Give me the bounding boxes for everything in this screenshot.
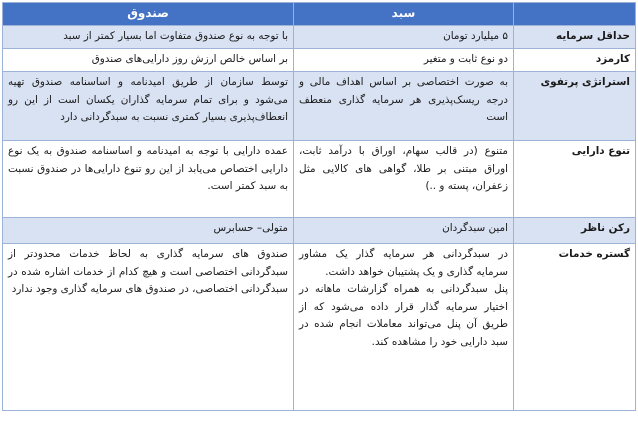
label-service-scope: گستره خدمات bbox=[514, 244, 636, 411]
cell-sabad-asset-diversity: متنوع (در قالب سهام، اوراق با درآمد ثابت، اوراق مبتنی بر طلا، گواهی های کالایی مثل زعفران، پسته و ..) bbox=[294, 141, 514, 218]
cell-sabad-portfolio-strategy: به صورت اختصاصی بر اساس اهداف مالی و درجه ریسک‌پذیری هر سرمایه گذاری منعطف است bbox=[294, 72, 514, 141]
cell-sandoq-portfolio-strategy: توسط سازمان از طریق امیدنامه و اساسنامه صندوق تهیه می‌شود و برای تمام سرمایه گذاران یکسان است از این رو انعطاف‌پذیری بسیار کمتری نسبت به سبدگردانی دارد bbox=[3, 72, 294, 141]
cell-sabad-min-capital: ۵ میلیارد تومان bbox=[294, 26, 514, 49]
service-scope-paragraph-1: در سبدگردانی هر سرمایه گذار یک مشاور سرمایه گذاری و یک پشتیبان خواهد داشت. bbox=[299, 248, 508, 278]
header-corner bbox=[514, 3, 636, 26]
label-portfolio-strategy: استراتژی پرتفوی bbox=[514, 72, 636, 141]
row-min-capital bbox=[3, 26, 636, 49]
cell-sabad-service-scope bbox=[294, 244, 514, 411]
cell-sandoq-service-scope: صندوق های سرمایه گذاری به لحاظ خدمات محدودتر از سبدگردانی اختصاصی است و هیچ کدام از خدمات اشاره شده در سبدگردانی اختصاصی، در صندوق های سرمایه گذاری وجود ندارد bbox=[3, 244, 294, 411]
row-asset-diversity bbox=[3, 141, 636, 218]
label-min-capital: حداقل سرمایه bbox=[514, 26, 636, 49]
cell-sandoq-min-capital: با توجه به نوع صندوق متفاوت اما بسیار کمتر از سبد bbox=[3, 26, 294, 49]
comparison-table bbox=[2, 2, 636, 411]
cell-sandoq-fee: بر اساس خالص ارزش روز دارایی‌های صندوق bbox=[3, 49, 294, 72]
cell-sabad-supervisor: امین سبدگردان bbox=[294, 218, 514, 244]
cell-sandoq-supervisor: متولی– حسابرس bbox=[3, 218, 294, 244]
header-row bbox=[3, 3, 636, 26]
label-asset-diversity: تنوع دارایی bbox=[514, 141, 636, 218]
header-sandoq: صندوق bbox=[3, 3, 294, 26]
row-fee bbox=[3, 49, 636, 72]
label-supervisor: رکن ناظر bbox=[514, 218, 636, 244]
row-service-scope bbox=[3, 244, 636, 411]
cell-sandoq-asset-diversity: عمده دارایی با توجه به امیدنامه و اساسنامه صندوق به یک نوع دارایی اختصاص می‌یابد از این رو تنوع دارایی‌ها در صندوق نسبت به سبد کمتر است. bbox=[3, 141, 294, 218]
cell-sabad-fee: دو نوع ثابت و متغیر bbox=[294, 49, 514, 72]
header-sabad: سبد bbox=[294, 3, 514, 26]
service-scope-paragraph-2: پنل سبدگردانی به همراه گزارشات ماهانه در اختیار سرمایه گذار قرار داده می‌شود که از طریق آن پنل می‌تواند معاملات انجام شده در سبد دارایی خود را مشاهده کند. bbox=[299, 283, 508, 348]
label-fee: کارمزد bbox=[514, 49, 636, 72]
row-portfolio-strategy bbox=[3, 72, 636, 141]
row-supervisor bbox=[3, 218, 636, 244]
